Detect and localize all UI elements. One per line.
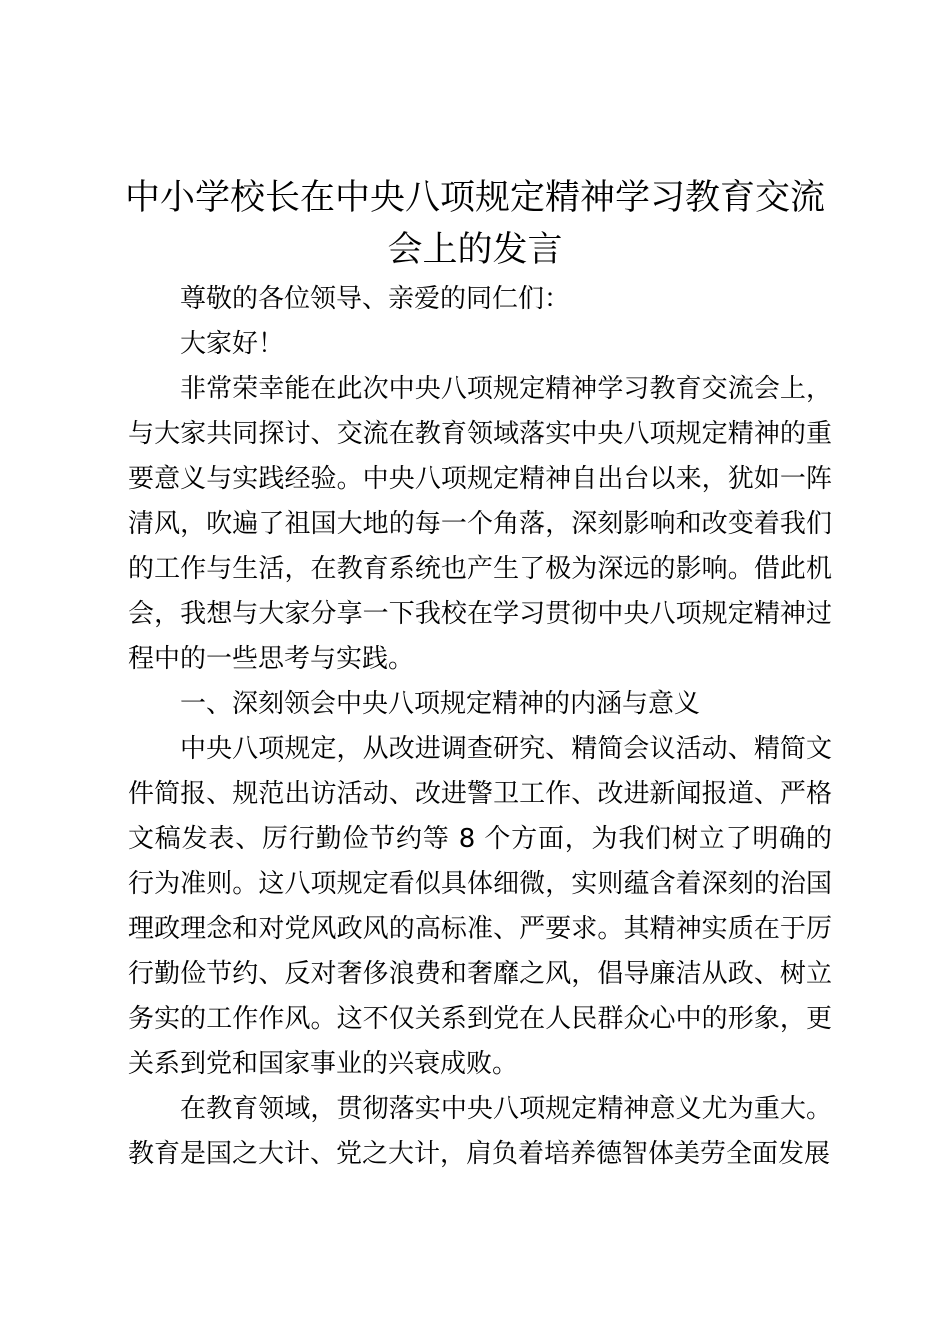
- section-heading-1: 一、深刻领会中央八项规定精神的内涵与意义: [180, 689, 701, 719]
- paragraph-intro: 非常荣幸能在此次中央八项规定精神学习教育交流会上，与大家共同探讨、交流在教育领域落实中央八项规定精神的重要意义与实践经验。中央八项规定精神自出台以来，犹如一阵清风，吹遍了祖国大地的每一个角落，深刻影响和改变着我们的工作与生活，在教育系统也产生了极为深远的影响。借此机会，我想与大家分享一下我校在学习贯彻中央八项规定精神过程中的一些思考与实践。: [128, 374, 832, 674]
- paragraph-eight-rules: 中央八项规定，从改进调查研究、精简会议活动、精简文件简报、规范出访活动、改进警卫工作、改进新闻报道、严格文稿发表、厉行勤俭节约等 8 个方面，为我们树立了明确的行为准则。这八项规定看似具体细微，实则蕴含着深刻的治国理政理念和对党风政风的高标准、严要求。其精神实质在于厉行勤俭节约、反对奢侈浪费和奢靡之风，倡导廉洁从政、树立务实的工作作风。这不仅关系到党在人民群众心中的形象，更关系到党和国家事业的兴衰成败。: [128, 734, 832, 1079]
- greeting: 大家好！: [180, 329, 285, 359]
- document-title: 中小学校长在中央八项规定精神学习教育交流会上的发言: [124, 178, 825, 270]
- paragraph-education: 在教育领域，贯彻落实中央八项规定精神意义尤为重大。教育是国之大计、党之大计，肩负着培养德智体美劳全面发展: [128, 1094, 832, 1169]
- document-body: [128, 277, 832, 1177]
- salutation: 尊敬的各位领导、亲爱的同仁们：: [180, 284, 571, 314]
